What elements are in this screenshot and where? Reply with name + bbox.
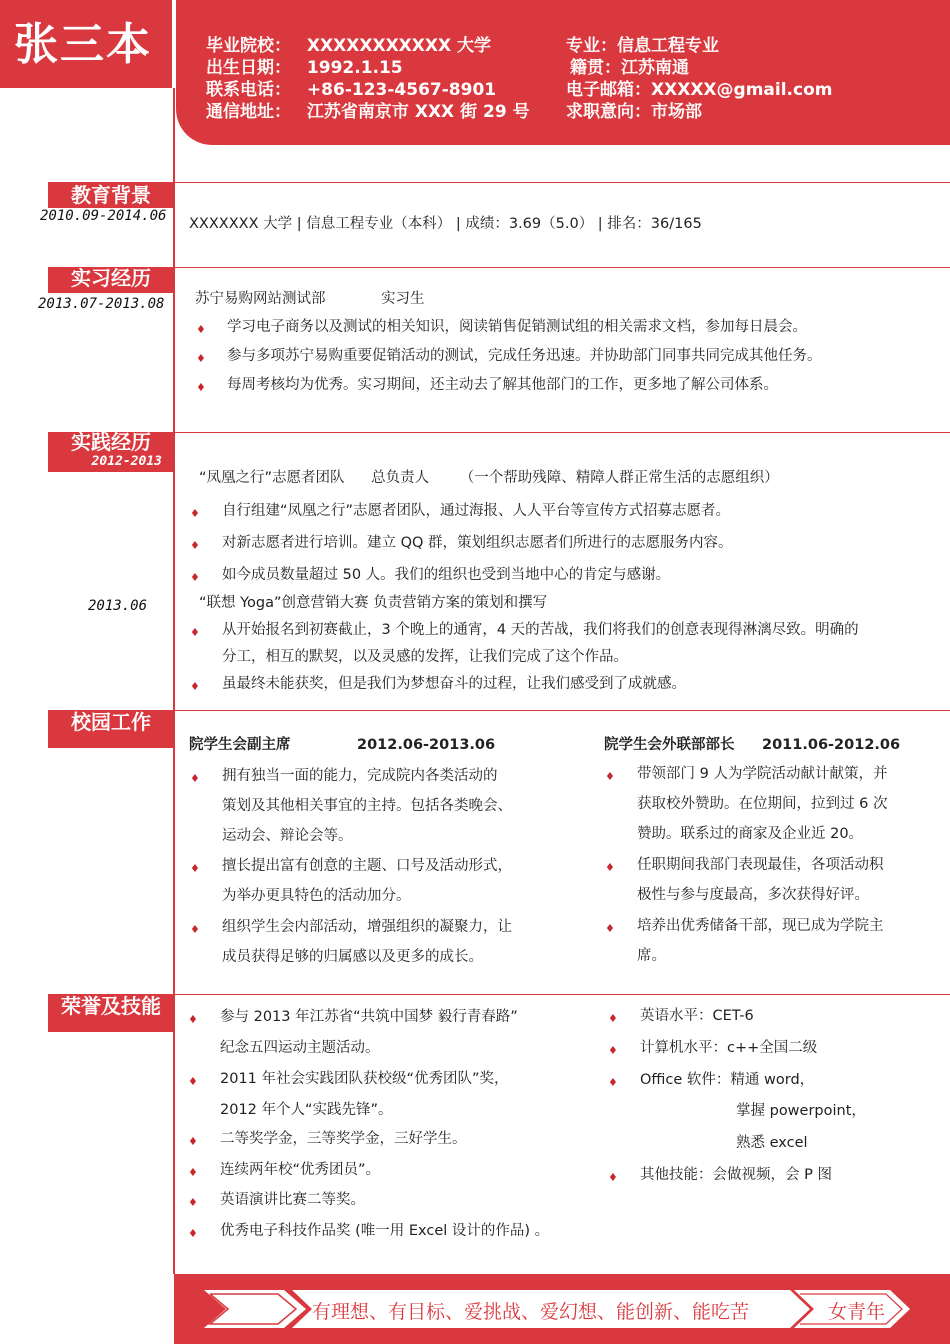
candidate-name: 张三本 (14, 19, 152, 70)
skill-line: 掌握 powerpoint， (736, 1103, 866, 1119)
chevron-right-icon (204, 1290, 306, 1328)
email-label: 电子邮箱： (566, 80, 651, 100)
drop-bullet-icon: ♦ (190, 923, 200, 936)
honor-line: 参与 2013 年江苏省“共筑中国梦 毅行青春路” (220, 1009, 518, 1025)
drop-bullet-icon: ♦ (190, 680, 200, 693)
practice-role: 总负责人 (371, 470, 430, 486)
practice-date-1: 2012-2013 (91, 454, 162, 469)
campus-right-line: 席。 (637, 948, 666, 964)
birth-value: 1992.1.15 (306, 58, 403, 78)
practice-heading-1 (199, 470, 779, 487)
campus-left-line: 拥有独当一面的能力，完成院内各类活动的 (222, 768, 498, 784)
honor-line: 2011 年社会实践团队获校级“优秀团队”奖， (220, 1071, 509, 1087)
drop-bullet-icon: ♦ (188, 1227, 198, 1240)
honor-line: 二等奖学金，三等奖学金，三好学生。 (220, 1131, 467, 1147)
intent-field (566, 97, 702, 122)
birth-label: 出生日期： (206, 58, 291, 78)
origin-label: 籍贯： (570, 58, 621, 78)
drop-bullet-icon: ♦ (190, 571, 200, 584)
section-title-text: 教育背景 (71, 183, 151, 207)
campus-left-line: 策划及其他相关事宜的主持。包括各类晚会、 (222, 798, 512, 814)
campus-right-line: 获取校外赞助。在位期间，拉到过 6 次 (637, 796, 888, 812)
campus-right-date: 2011.06-2012.06 (762, 737, 901, 753)
drop-bullet-icon: ♦ (608, 1076, 618, 1089)
skill-line: 熟悉 excel (736, 1135, 808, 1151)
drop-bullet-icon: ♦ (608, 1044, 618, 1057)
campus-right-line: 极性与参与度最高，多次获得好评。 (637, 887, 869, 903)
intent-value: 市场部 (651, 102, 702, 122)
campus-right-line: 带领部门 9 人为学院活动献计献策，并 (637, 766, 888, 782)
section-title-campus (48, 710, 174, 748)
email-value: XXXXX@gmail.com (651, 80, 833, 100)
internship-bullet: 学习电子商务以及测试的相关知识，阅读销售促销测试组的相关需求文档，参加每日晨会。 (227, 319, 807, 335)
honor-line: 连续两年校“优秀团员”。 (220, 1162, 381, 1178)
internship-bullet: 参与多项苏宁易购重要促销活动的测试，完成任务迅速。并协助部门同事共同完成其他任务。 (227, 348, 822, 364)
address-label: 通信地址： (206, 102, 291, 122)
drop-bullet-icon: ♦ (608, 1171, 618, 1184)
education-date: 2010.09-2014.06 (40, 208, 167, 224)
campus-left-line: 为举办更具特色的活动加分。 (222, 888, 411, 904)
campus-right-role: 院学生会外联部部长 (604, 737, 735, 753)
section-divider (174, 994, 950, 995)
internship-bullet: 每周考核均为优秀。实习期间，还主动去了解其他部门的工作，更多地了解公司体系。 (227, 377, 778, 393)
honor-line: 优秀电子科技作品奖 (唯一用 Excel 设计的作品) 。 (220, 1223, 550, 1239)
section-divider (174, 710, 950, 711)
footer-slogan: 有理想、有目标、爱挑战、爱幻想、能创新、能吃苦 (312, 1301, 750, 1323)
drop-bullet-icon: ♦ (190, 507, 200, 520)
internship-company: 苏宁易购网站测试部 (195, 291, 326, 307)
origin-value: 江苏南通 (621, 58, 689, 78)
skill-line: 计算机水平：c++全国二级 (640, 1040, 818, 1056)
header-info-box (176, 0, 950, 145)
practice-bullet-cont: 分工，相互的默契，以及灵感的发挥，让我们完成了这个作品。 (222, 649, 628, 665)
section-title-text: 实践经历 (71, 430, 151, 454)
campus-left-date: 2012.06-2013.06 (357, 737, 496, 753)
education-line: XXXXXXX 大学 | 信息工程专业（本科） | 成绩：3.69（5.0） | 排名：36/165 (189, 216, 702, 232)
campus-left-line: 成员获得足够的归属感以及更多的成长。 (222, 949, 483, 965)
drop-bullet-icon: ♦ (190, 539, 200, 552)
campus-left-role: 院学生会副主席 (189, 737, 291, 753)
practice-heading-2: “联想 Yoga”创意营销大赛 负责营销方案的策划和撰写 (199, 595, 548, 611)
drop-bullet-icon: ♦ (605, 861, 615, 874)
practice-bullet: 虽最终未能获奖，但是我们为梦想奋斗的过程，让我们感受到了成就感。 (222, 676, 686, 692)
drop-bullet-icon: ♦ (188, 1196, 198, 1209)
practice-bullet: 对新志愿者进行培训。建立 QQ 群，策划组织志愿者们所进行的志愿服务内容。 (222, 535, 733, 551)
drop-bullet-icon: ♦ (188, 1013, 198, 1026)
internship-role: 实习生 (381, 291, 425, 307)
drop-bullet-icon: ♦ (188, 1075, 198, 1088)
practice-bullet: 从开始报名到初赛截止，3 个晚上的通宵，4 天的苦战，我们将我们的创意表现得淋漓尽致。明确的 (222, 622, 859, 638)
campus-right-line: 任职期间我部门表现最佳，各项活动积 (637, 857, 884, 873)
skill-line: Office 软件：精通 word， (640, 1072, 815, 1088)
address-value: 江苏省南京市 XXX 街 29 号 (306, 102, 530, 122)
school-value: XXXXXXXXXXX 大学 (306, 36, 492, 56)
practice-team: “凤凰之行”志愿者团队 (199, 470, 345, 486)
timeline-line (173, 88, 175, 1274)
section-divider (174, 267, 950, 268)
campus-left-line: 运动会、辩论会等。 (222, 828, 353, 844)
campus-left-line: 擅长提出富有创意的主题、口号及活动形式， (222, 858, 512, 874)
drop-bullet-icon: ♦ (196, 381, 206, 394)
drop-bullet-icon: ♦ (190, 772, 200, 785)
honor-line: 纪念五四运动主题活动。 (220, 1040, 380, 1056)
internship-date: 2013.07-2013.08 (38, 296, 165, 312)
phone-value: +86-123-4567-8901 (306, 80, 497, 100)
section-title-practice (48, 432, 174, 472)
intent-label: 求职意向： (566, 102, 651, 122)
drop-bullet-icon: ♦ (190, 862, 200, 875)
school-label: 毕业院校： (206, 36, 291, 56)
drop-bullet-icon: ♦ (190, 626, 200, 639)
honor-line: 英语演讲比赛二等奖。 (220, 1192, 365, 1208)
section-title-education (48, 182, 174, 208)
drop-bullet-icon: ♦ (605, 922, 615, 935)
section-divider (174, 182, 950, 183)
practice-note: （一个帮助残障、精障人群正常生活的志愿组织） (459, 470, 779, 486)
practice-date-2: 2013.06 (88, 598, 148, 614)
section-title-text: 校园工作 (71, 710, 151, 734)
skill-line: 英语水平：CET-6 (640, 1008, 754, 1024)
section-title-internship (48, 267, 174, 293)
section-title-text: 荣誉及技能 (61, 994, 161, 1018)
section-title-honors (48, 994, 174, 1032)
campus-right-line: 培养出优秀储备干部，现已成为学院主 (637, 918, 884, 934)
footer-tag: 女青年 (828, 1301, 886, 1323)
drop-bullet-icon: ♦ (605, 770, 615, 783)
drop-bullet-icon: ♦ (188, 1135, 198, 1148)
section-divider (174, 432, 950, 433)
major-value: 信息工程专业 (617, 36, 719, 56)
drop-bullet-icon: ♦ (196, 323, 206, 336)
drop-bullet-icon: ♦ (196, 352, 206, 365)
section-title-text: 实习经历 (71, 266, 151, 290)
honor-line: 2012 年个人“实践先锋”。 (220, 1102, 393, 1118)
campus-right-line: 赞助。联系过的商家及企业近 20。 (637, 826, 864, 842)
address-field (206, 97, 530, 122)
practice-bullet: 自行组建“凤凰之行”志愿者团队，通过海报、人人平台等宣传方式招募志愿者。 (222, 503, 731, 519)
drop-bullet-icon: ♦ (608, 1012, 618, 1025)
phone-label: 联系电话： (206, 80, 291, 100)
drop-bullet-icon: ♦ (188, 1166, 198, 1179)
practice-bullet: 如今成员数量超过 50 人。我们的组织也受到当地中心的肯定与感谢。 (222, 567, 671, 583)
major-label: 专业： (566, 36, 617, 56)
skill-line: 其他技能：会做视频，会 P 图 (640, 1167, 832, 1183)
campus-left-line: 组织学生会内部活动，增强组织的凝聚力，让 (222, 919, 512, 935)
